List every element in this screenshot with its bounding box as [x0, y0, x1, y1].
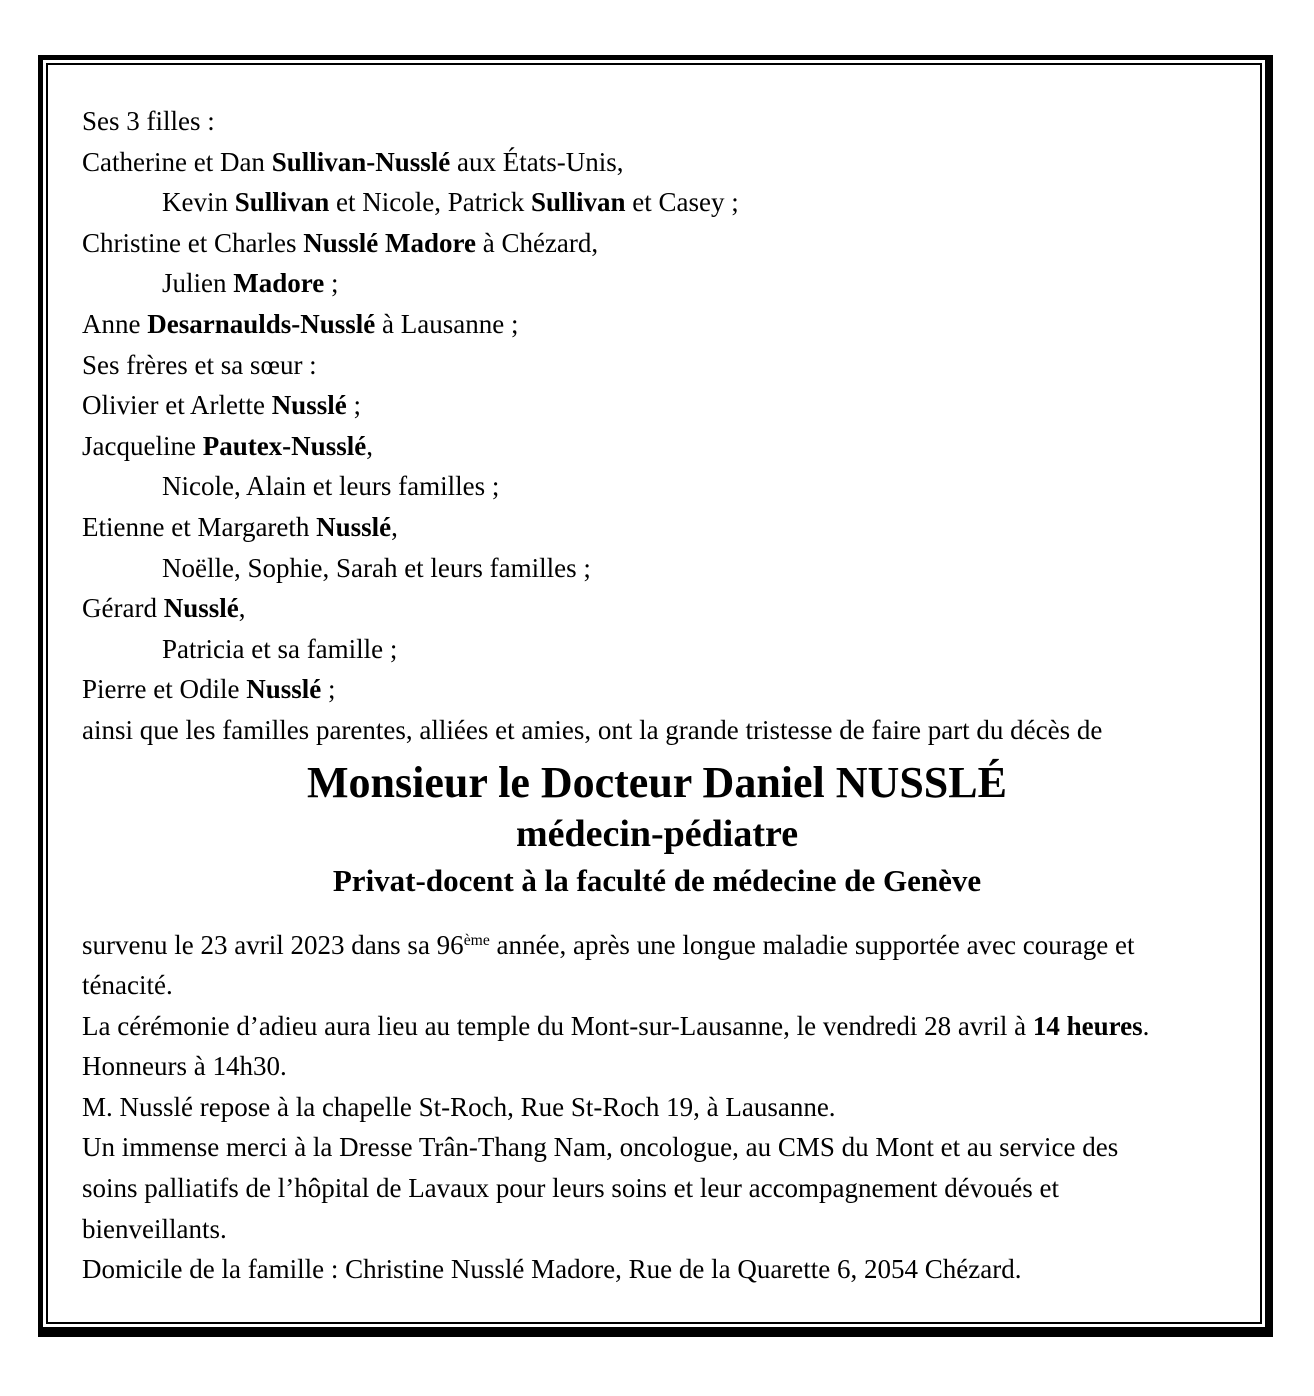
profession-heading: médecin-pédiatre — [515, 812, 799, 855]
text-segment: Gérard — [82, 593, 164, 624]
bold-text-segment: Pautex-Nusslé — [202, 430, 367, 461]
text-segment: Pierre et Odile — [82, 674, 247, 705]
text-line — [82, 965, 1232, 1006]
text-line — [82, 1209, 1232, 1250]
text-segment: , — [391, 511, 398, 542]
text-line — [82, 507, 1232, 548]
text-segment: survenu le 23 avril 2023 dans sa 96 — [82, 929, 464, 960]
text-segment: Etienne et Margareth — [82, 511, 317, 542]
text-segment: ; — [321, 674, 336, 705]
text-segment: Anne — [82, 308, 148, 339]
text-line — [82, 466, 1232, 507]
text-segment: , — [366, 430, 373, 461]
text-segment: Jacqueline — [82, 430, 203, 461]
text-segment: à Lausanne ; — [375, 308, 519, 339]
text-line — [82, 669, 1232, 710]
text-segment: aux États-Unis, — [450, 146, 624, 177]
text-line — [82, 548, 1232, 589]
text-segment: La cérémonie d’adieu aura lieu au temple du Mont-sur-Lausanne, le vendredi 28 avril à — [82, 1010, 1033, 1041]
text-line — [82, 101, 1232, 142]
text-line — [82, 182, 1232, 223]
text-line — [82, 1249, 1232, 1290]
text-segment: ténacité. — [82, 970, 173, 1001]
deceased-name-heading: Monsieur le Docteur Daniel NUSSLÉ — [307, 757, 1007, 807]
text-segment: bienveillants. — [82, 1213, 227, 1244]
text-segment: Olivier et Arlette — [82, 390, 272, 421]
text-segment: Patricia et sa famille ; — [162, 633, 398, 664]
bold-text-segment: 14 heures — [1032, 1010, 1143, 1041]
text-segment: ainsi que les familles parentes, alliées et amies, ont la grande tristesse de faire part du décès de — [82, 714, 1103, 745]
text-line — [82, 1006, 1232, 1047]
bold-text-segment: Nusslé — [163, 593, 239, 624]
text-line — [82, 142, 1232, 183]
text-line — [82, 426, 1232, 467]
text-segment: année, après une longue maladie supportée avec courage et — [489, 929, 1135, 960]
bold-text-segment: Nusslé — [246, 674, 322, 705]
bold-text-segment: Nusslé — [316, 511, 392, 542]
text-segment: à Chézard, — [475, 227, 599, 258]
text-segment: ; — [324, 268, 339, 299]
text-line — [82, 304, 1232, 345]
text-segment: Ses 3 filles : — [82, 106, 215, 136]
text-segment: Honneurs à 14h30. — [82, 1051, 287, 1082]
text-segment: . — [1142, 1010, 1150, 1041]
text-line — [82, 223, 1232, 264]
text-line — [82, 1087, 1232, 1128]
text-line — [82, 710, 1232, 751]
text-segment: Nicole, Alain et leurs familles ; — [162, 471, 500, 502]
text-line — [82, 1168, 1232, 1209]
text-segment: et Casey ; — [625, 187, 739, 218]
bold-text-segment: Sullivan — [530, 187, 626, 218]
text-segment: Ses frères et sa sœur : — [82, 349, 317, 380]
notice-inner-frame — [46, 63, 1262, 1324]
bold-text-segment: Nusslé Madore — [303, 227, 476, 258]
academic-title-heading: Privat-docent à la faculté de médecine de Genève — [332, 862, 982, 898]
text-line — [82, 588, 1232, 629]
text-segment: Kevin — [162, 187, 235, 218]
text-segment: Christine et Charles — [82, 227, 304, 258]
text-segment: Domicile de la famille : Christine Nusslé Madore, Rue de la Quarette 6, 2054 Chézard. — [82, 1254, 1022, 1285]
text-segment: ; — [346, 390, 361, 421]
bold-text-segment: Sullivan-Nusslé — [271, 146, 451, 177]
text-line — [82, 345, 1232, 386]
notice-body — [82, 925, 1232, 1290]
text-line — [82, 629, 1232, 670]
notice-frame — [38, 55, 1273, 1337]
text-line — [82, 263, 1232, 304]
text-line — [82, 385, 1232, 426]
text-segment: Noëlle, Sophie, Sarah et leurs familles ; — [162, 552, 591, 583]
text-segment: soins palliatifs de l’hôpital de Lavaux pour leurs soins et leur accompagnement dévoués et — [82, 1173, 1059, 1204]
bold-text-segment: Nusslé — [271, 390, 347, 421]
family-list — [82, 101, 1232, 751]
text-line — [82, 925, 1232, 966]
bold-text-segment: Sullivan — [234, 187, 330, 218]
text-segment: Julien — [162, 268, 234, 299]
text-segment: Un immense merci à la Dresse Trân-Thang Nam, oncologue, au CMS du Mont et au service des — [82, 1132, 1119, 1163]
text-segment: , — [238, 593, 246, 624]
text-segment: et Nicole, Patrick — [329, 187, 531, 218]
text-line — [82, 1046, 1232, 1087]
superscript-segment: ème — [463, 931, 490, 949]
bold-text-segment: Madore — [233, 268, 325, 299]
text-line — [82, 1127, 1232, 1168]
text-segment: Catherine et Dan — [82, 146, 272, 177]
bold-text-segment: Desarnaulds-Nusslé — [147, 308, 376, 339]
text-segment: M. Nusslé repose à la chapelle St-Roch, Rue St-Roch 19, à Lausanne. — [82, 1091, 836, 1122]
